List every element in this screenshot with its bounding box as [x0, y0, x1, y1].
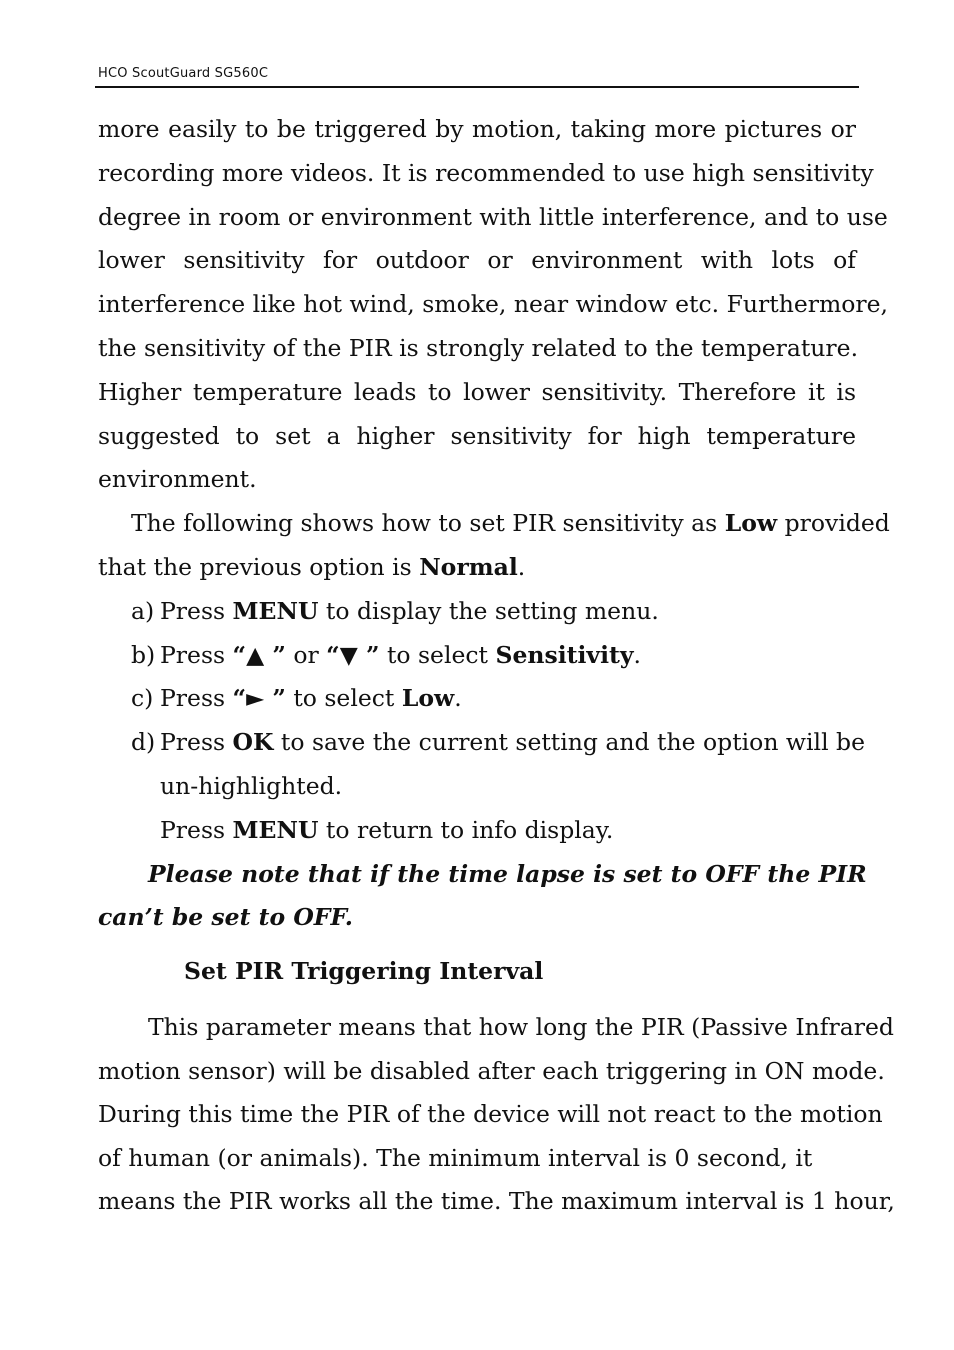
steps-list	[98, 590, 866, 853]
text-line: suggested to set a higher sensitivity for high temperature	[98, 421, 856, 450]
interval-paragraph	[98, 1006, 895, 1224]
list-marker: c)	[131, 684, 154, 713]
list-marker: b)	[131, 640, 156, 669]
list-marker: d)	[131, 728, 156, 757]
key-menu: MENU	[232, 596, 319, 625]
key-ok: OK	[232, 728, 274, 757]
right-arrow-icon: “► ”	[232, 684, 286, 713]
text-line: During this time the PIR of the device will not react to the motion	[98, 1100, 883, 1129]
text-line: that the previous option is Normal.	[98, 552, 526, 581]
key-menu: MENU	[232, 815, 319, 844]
text-line: Press MENU to return to info display.	[160, 815, 614, 844]
text-line: motion sensor) will be disabled after each triggering in ON mode.	[98, 1056, 885, 1085]
sensitivity-paragraph	[98, 108, 889, 502]
instructions-intro	[98, 502, 890, 590]
text-line: interference like hot wind, smoke, near window etc. Furthermore,	[98, 290, 889, 319]
text-line: Higher temperature leads to lower sensitivity. Therefore it is	[98, 377, 856, 406]
important-note	[98, 853, 867, 941]
text-line: more easily to be triggered by motion, taking more pictures or	[98, 115, 856, 143]
text-line: the sensitivity of the PIR is strongly related to the temperature.	[98, 333, 859, 362]
list-item: d) Press OK to save the current setting and the option will be	[98, 721, 856, 765]
option-low: Low	[401, 684, 455, 713]
text-line: recording more videos. It is recommended to use high sensitivity	[98, 158, 874, 187]
section-heading: Set PIR Triggering Interval	[184, 957, 544, 986]
text-line: The following shows how to set PIR sensitivity as Low provided	[131, 509, 890, 538]
text-line: degree in room or environment with little interference, and to use	[98, 202, 888, 231]
down-arrow-icon: “▼ ”	[326, 640, 380, 669]
page-body	[98, 108, 895, 1224]
running-header: HCO ScoutGuard SG560C	[98, 66, 269, 81]
text-line: means the PIR works all the time. The maximum interval is 1 hour,	[98, 1187, 895, 1216]
note-line: can’t be set to OFF.	[98, 903, 353, 932]
header-rule	[95, 86, 859, 88]
text-line: un-highlighted.	[160, 771, 343, 800]
text-line: of human (or animals). The minimum interval is 0 second, it	[98, 1143, 813, 1172]
text-line: lower sensitivity for outdoor or environment with lots of	[98, 246, 856, 275]
note-line: Please note that if the time lapse is set to OFF the PIR	[148, 859, 867, 888]
option-low: Low	[724, 509, 778, 538]
list-item: c) Press “► ” to select Low.	[98, 677, 856, 721]
list-item: a) Press MENU to display the setting menu.	[98, 590, 856, 634]
up-arrow-icon: “▲ ”	[232, 640, 286, 669]
list-marker: a)	[131, 596, 155, 625]
text-line: This parameter means that how long the PIR (Passive Infrared	[148, 1012, 894, 1041]
option-normal: Normal	[419, 552, 518, 581]
text-line: environment.	[98, 465, 257, 494]
list-item: b) Press “▲ ” or “▼ ” to select Sensitivity.	[98, 634, 856, 678]
option-sensitivity: Sensitivity	[495, 640, 634, 669]
